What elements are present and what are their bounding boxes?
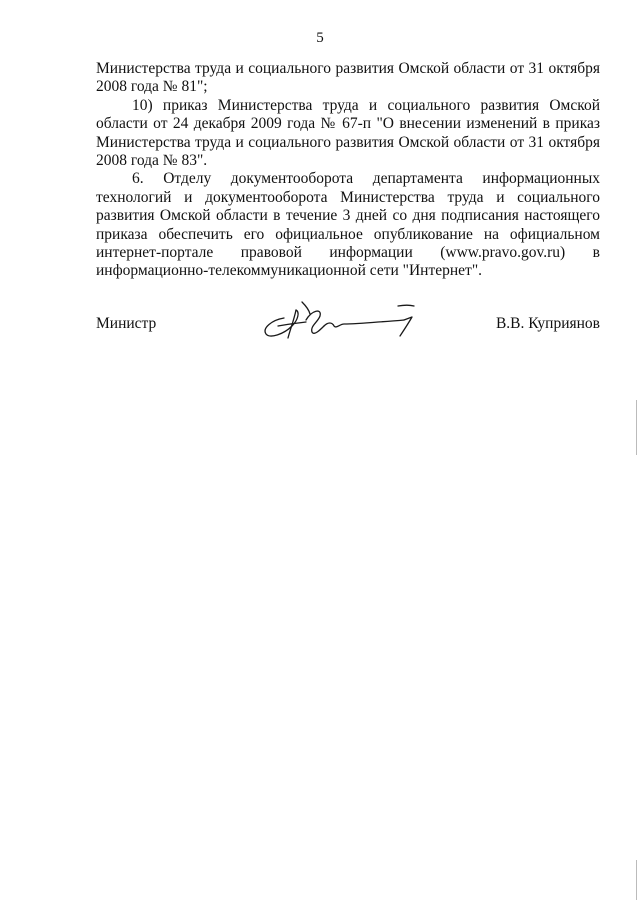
scan-edge-mark: [636, 400, 637, 455]
signatory-title: Министр: [96, 315, 157, 332]
paragraph-item-6: 6. Отделу документооборота департамента информационных технологий и документооборота Министерства труда и социального развития Омской области в течение 3 дней со дня подписания настоящего приказа обеспечить его официальное опубликование на официальном интернет-портале правовой информации (www.pravo.gov.ru) в информационно-телекоммуникационной сети "Интернет".: [96, 170, 600, 280]
paragraph-continuation: Министерства труда и социального развития Омской области от 31 октября 2008 года № 81";: [96, 60, 600, 96]
page-number: 5: [316, 30, 324, 46]
handwritten-signature: [254, 296, 424, 346]
scan-edge-mark: [636, 860, 637, 900]
signatory-name: В.В. Куприянов: [495, 315, 600, 332]
document-body: [96, 60, 600, 281]
signature-block: [96, 296, 600, 346]
paragraph-item-10: 10) приказ Министерства труда и социального развития Омской области от 24 декабря 2009 года № 67-п "О внесении изменений в приказ Министерства труда и социального развития Омской области от 31 октября 2008 года № 83".: [96, 96, 600, 170]
